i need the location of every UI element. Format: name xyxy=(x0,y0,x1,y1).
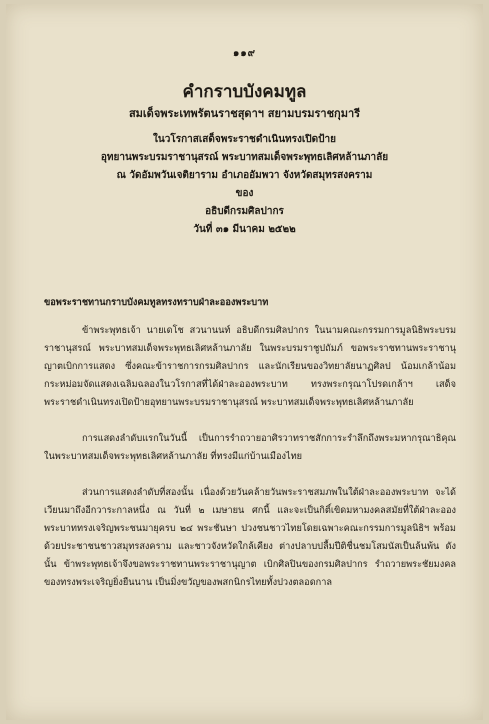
paragraph-text: ส่วนการแสดงลำดับที่สองนั้น เนื่องด้วยวันคล้ายวันพระราชสมภพในใต้ฝ่าละอองพระบาท จะได้เวียนมาถึงอีกวาระกาลหนึ่ง ณ วันที่ ๒ เมษายน ศกนี้ และจะเป็นกิติ์เขิดมหามงคลสมัยที่ใต้ฝ่าละอองพระบาททรงเจริญพระชนมายุครบ ๒๔ พระชันษา ปวงชนชาวไทยโดยเฉพาะคณะกรรมการมูลนิธิฯ พร้อมด้วยประชาชนชาวสมุทรสงคราม และชาวจังหวัดใกล้เคียง ต่างปลาบปลื้มปีติชื่นชมโสมนัสเป็นล้นพ้น ดังนั้น ข้าพระพุทธเจ้าจึงขอพระราชทานพระราชานุญาต เบิกศิลปินของกรมศิลปากร รำถวายพระชัยมงคล ของทรงพระเจริญยิ่งยืนนาน เป็นมิ่งขวัญของพสกนิกรไทยทั้งปวงตลอดกาล xyxy=(44,487,456,588)
document-subtitle: สมเด็จพระเทพรัตนราชสุดาฯ สยามบรมราชกุมารี xyxy=(128,107,361,120)
paragraph xyxy=(44,484,456,592)
document-title: คำกราบบังคมทูล xyxy=(182,82,307,102)
occasion-date: วันที่ ๓๑ มีนาคม ๒๕๒๒ xyxy=(193,224,296,235)
page-number: ๑๑๙ xyxy=(232,48,257,59)
paragraph xyxy=(44,430,456,466)
paragraph-text: การแสดงลำดับแรกในวันนี้ เป็นการรำถวายอาศิรวาทราชสักการะรำลึกถึงพระมหากรุณาธิคุณในพระบาทสมเด็จพระพุทธเลิศหล้านภาลัย ที่ทรงมีแก่บ้านเมืองไทย xyxy=(44,433,456,462)
paragraph xyxy=(44,322,456,412)
salutation: ขอพระราชทานกราบบังคมทูลทรงทราบฝ่าละอองพระบาท xyxy=(44,297,269,308)
paragraph-text: ข้าพระพุทธเจ้า นายเดโช สวนานนท์ อธิบดีกรมศิลปากร ในนามคณะกรรมการมูลนิธิพระบรมราชานุสรณ์ พระบาทสมเด็จพระพุทธเลิศหล้านภาลัย ในพระบรมราชูปถัมภ์ ขอพระราชทานพระราชานุญาตเบิกการแสดง ซึ่งคณะข้าราชการกรมศิลปากร และนักเรียนของวิทยาลัยนาฏศิลป น้อมเกล้าน้อมกระหม่อมจัดแสดงเฉลิมฉลองในวโรกาสที่ได้ฝ่าละอองพระบาท ทรงพระกรุณาโปรดเกล้าฯ เสด็จพระราชดำเนินทรงเปิดป้ายอุทยานพระบรมราชานุสรณ์ พระบาทสมเด็จพระพุทธเลิศหล้านภาลัย xyxy=(44,325,456,408)
occasion-line: ณ วัดอัมพวันเจติยาราม อำเภออัมพวา จังหวัดสมุทรสงคราม xyxy=(116,170,373,181)
occasion-line: อุทยานพระบรมราชานุสรณ์ พระบาทสมเด็จพระพุทธเลิศหล้านภาลัย xyxy=(100,152,389,163)
occasion-line: อธิบดีกรมศิลปากร xyxy=(205,206,284,217)
occasion-line: ในวโรกาสเสด็จพระราชดำเนินทรงเปิดป้าย xyxy=(153,134,336,145)
document-page xyxy=(6,4,483,720)
occasion-line: ของ xyxy=(235,188,254,199)
